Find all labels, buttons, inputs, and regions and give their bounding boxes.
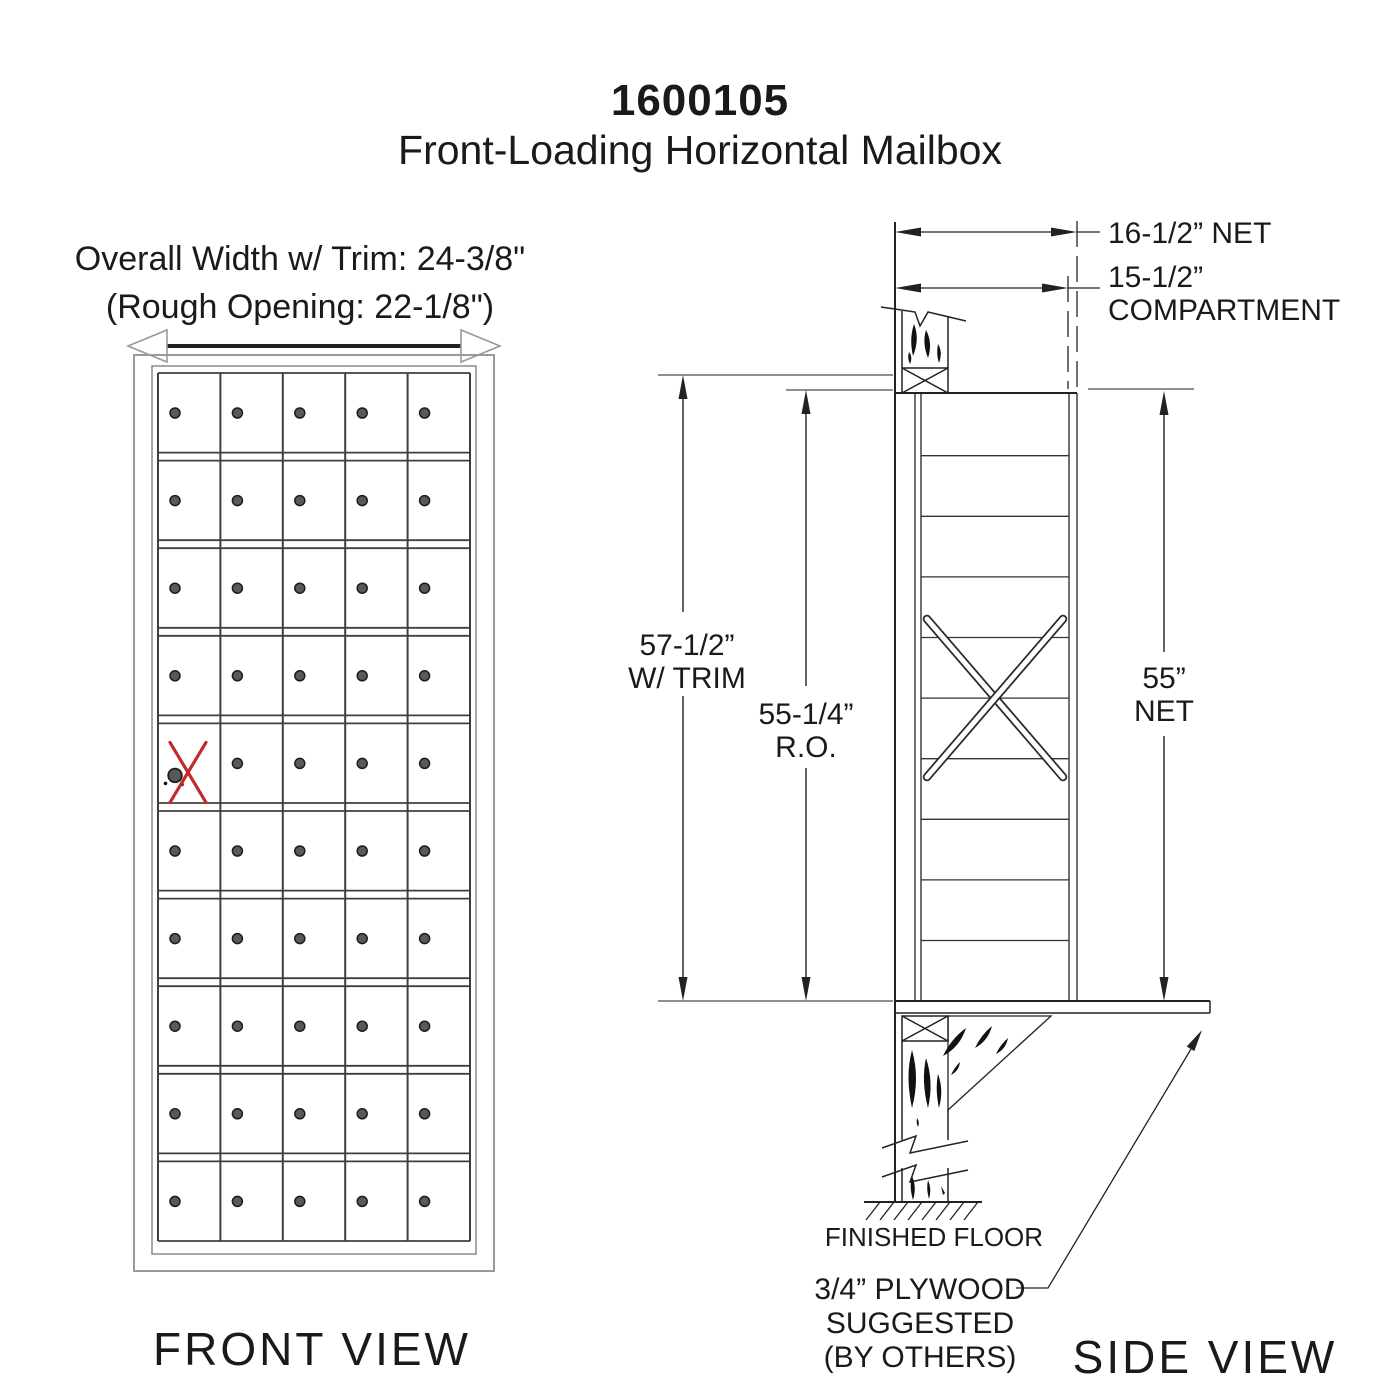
lock-dot-icon (420, 496, 430, 506)
lock-dot-icon (420, 846, 430, 856)
hatch-tick (894, 1202, 908, 1220)
lock-dot-icon (232, 1196, 242, 1206)
lock-dot-icon (357, 408, 367, 418)
lock-dot-icon (170, 1196, 180, 1206)
cabinet-body (895, 393, 1077, 1001)
side-view-drawing (658, 221, 1210, 1288)
plywood-note-line2: SUGGESTED (825, 1307, 1015, 1340)
dim-net-height-label: NET (1134, 695, 1194, 728)
lock-dot-icon (170, 496, 180, 506)
double-headed-arrow-icon (128, 330, 500, 362)
lock-dot-icon (170, 408, 180, 418)
lock-dot-icon (420, 1196, 430, 1206)
lock-dot-icon (357, 846, 367, 856)
lock-dot-icon (420, 1021, 430, 1031)
dim-height-with-trim-value: 57-1/2” (639, 629, 735, 662)
lock-dot-icon (232, 934, 242, 944)
lock-dot-icon (232, 408, 242, 418)
lock-dot-icon (170, 934, 180, 944)
lock-dot-icon (420, 583, 430, 593)
hatch-tick (866, 1202, 880, 1220)
page-subtitle: Front-Loading Horizontal Mailbox (398, 127, 1002, 173)
lock-dot-icon (295, 1021, 305, 1031)
lock-dot-icon (357, 1196, 367, 1206)
door-grid (158, 373, 470, 1241)
plywood-note-line1: 3/4” PLYWOOD (814, 1273, 1026, 1306)
lock-dot-icon (295, 583, 305, 593)
lock-dot-icon (420, 1109, 430, 1119)
overall-width-note: Overall Width w/ Trim: 24-3/8" (74, 240, 526, 278)
dim-rough-opening-label: R.O. (775, 731, 837, 764)
wood-grain (909, 1050, 946, 1200)
lock-dot-icon (357, 496, 367, 506)
dim-compartment-depth-value: 15-1/2” (1108, 261, 1204, 294)
lock-dot-icon (232, 671, 242, 681)
lock-dot-icon (232, 758, 242, 768)
hatch-tick (922, 1202, 936, 1220)
wood-grain (908, 324, 941, 364)
hatch-tick (964, 1202, 978, 1220)
lock-dot-icon (232, 496, 242, 506)
dim-rough-opening-value: 55-1/4” (758, 698, 854, 731)
lock-dot-icon (232, 1021, 242, 1031)
floor-hatch (864, 1202, 982, 1220)
depth-dimensions (895, 221, 1100, 389)
lock-dot-icon (232, 846, 242, 856)
lock-pin-dot (164, 782, 168, 786)
lock-dot-icon (232, 1109, 242, 1119)
lock-dot-icon (295, 846, 305, 856)
top-wall-stud (881, 307, 966, 393)
lock-dot-icon (357, 934, 367, 944)
front-view-drawing (128, 330, 500, 1271)
lock-dot-icon (170, 1021, 180, 1031)
trim-frame (134, 355, 494, 1271)
lock-dot-icon (357, 671, 367, 681)
lock-dot-icon (295, 671, 305, 681)
lock-dot-icon (357, 1109, 367, 1119)
dim-height-with-trim-label: W/ TRIM (628, 662, 746, 695)
hatch-tick (936, 1202, 950, 1220)
hatch-tick (908, 1202, 922, 1220)
page-title: 1600105 (610, 76, 790, 125)
plywood-shelf (895, 1001, 1210, 1013)
lock-dot-icon (420, 934, 430, 944)
dim-net-depth: 16-1/2” NET (1108, 217, 1272, 250)
lock-dot-icon (295, 496, 305, 506)
lock-dot-icon (170, 583, 180, 593)
lock-dot-icon (357, 583, 367, 593)
master-lock-icon (168, 769, 182, 783)
front-view-label: FRONT VIEW (153, 1323, 471, 1375)
side-view-label: SIDE VIEW (1072, 1331, 1338, 1383)
rough-opening-note: (Rough Opening: 22-1/8") (105, 288, 495, 326)
dim-compartment-depth-label: COMPARTMENT (1108, 294, 1341, 327)
plywood-note-line3: (BY OTHERS) (823, 1341, 1017, 1374)
lock-dot-icon (357, 758, 367, 768)
finished-floor-label: FINISHED FLOOR (824, 1222, 1044, 1252)
lock-dot-icon (420, 408, 430, 418)
hatch-tick (950, 1202, 964, 1220)
plywood-leader (1016, 1030, 1202, 1288)
support-gusset (943, 1016, 1051, 1110)
lock-dot-icon (295, 758, 305, 768)
lock-dot-icon (170, 1109, 180, 1119)
lock-dot-icon (420, 671, 430, 681)
hatch-tick (880, 1202, 894, 1220)
dim-net-height-value: 55” (1142, 662, 1186, 695)
lock-dot-icon (295, 1109, 305, 1119)
lock-dot-icon (357, 1021, 367, 1031)
lock-dot-icon (295, 408, 305, 418)
lock-dot-icon (295, 1196, 305, 1206)
lock-dot-icon (420, 758, 430, 768)
lock-dot-icon (170, 671, 180, 681)
lock-dot-icon (170, 846, 180, 856)
lock-dot-icon (295, 934, 305, 944)
lock-dot-icon (232, 583, 242, 593)
